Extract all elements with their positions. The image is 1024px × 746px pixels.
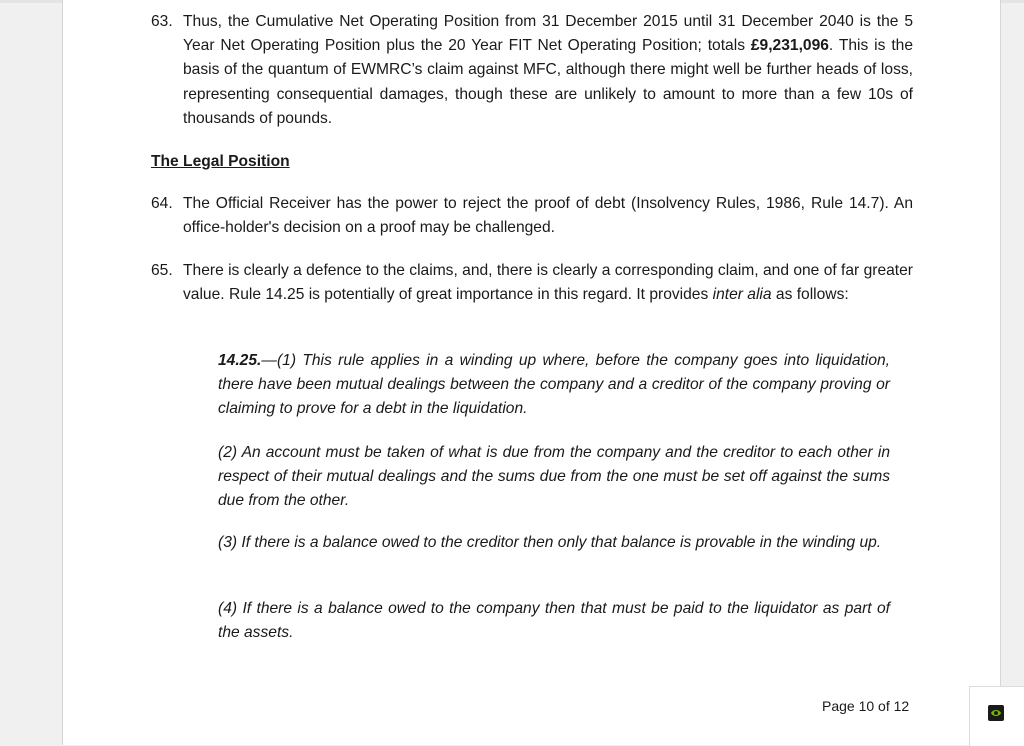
quote-rule-2: (2) An account must be taken of what is due from the company and the creditor to each other in respect of their mutual dealings and the sums due from the one must be set off against the sums due from the other. <box>218 444 890 510</box>
quote-rule-1: 14.25.—(1) This rule applies in a winding up where, before the company goes into liquidation, there have been mutual dealings between the company and a creditor of the company proving or claiming to prove for a debt in the liquidation. <box>218 352 890 418</box>
quote-rule-4: (4) If there is a balance owed to the company then that must be paid to the liquidator as part of the assets. <box>218 600 890 642</box>
paragraph-number: 64. <box>151 195 173 212</box>
rule-reference: 14.25. <box>218 352 262 369</box>
paragraph-text: There is clearly a defence to the claims, and, there is clearly a corresponding claim, and one of far greater value. Rule 14.25 is potentially of great importance in this regard. It provides inter alia as follows: <box>183 262 913 304</box>
quote-rule-3: (3) If there is a balance owed to the creditor then only that balance is provable in the winding up. <box>218 534 882 551</box>
paragraph-number: 63. <box>151 13 173 30</box>
page-number: Page 10 of 12 <box>822 698 910 714</box>
section-heading: The Legal Position <box>151 153 290 170</box>
paragraph-64 <box>151 192 913 240</box>
paragraph-65 <box>151 259 913 307</box>
paragraph-text: The Official Receiver has the power to reject the proof of debt (Insolvency Rules, 1986, Rule 14.7). An office-holder's decision on a proof may be challenged. <box>183 195 913 237</box>
claim-amount: £9,231,096 <box>750 37 829 55</box>
paragraph-63 <box>151 10 913 131</box>
paragraph-number: 65. <box>151 262 173 279</box>
paragraph-text: Thus, the Cumulative Net Operating Position from 31 December 2015 until 31 December 2040 is the 5 Year Net Operating Position plus the 20 Year FIT Net Operating Position; totals £9,231,096. This is the basis of the quantum of EWMRC’s claim against MFC, although there might well be further heads of loss, representing consequential damages, though these are unlikely to amount to more than a few 10s of thousands of pounds. <box>183 13 913 127</box>
nvidia-icon[interactable] <box>988 705 1004 721</box>
